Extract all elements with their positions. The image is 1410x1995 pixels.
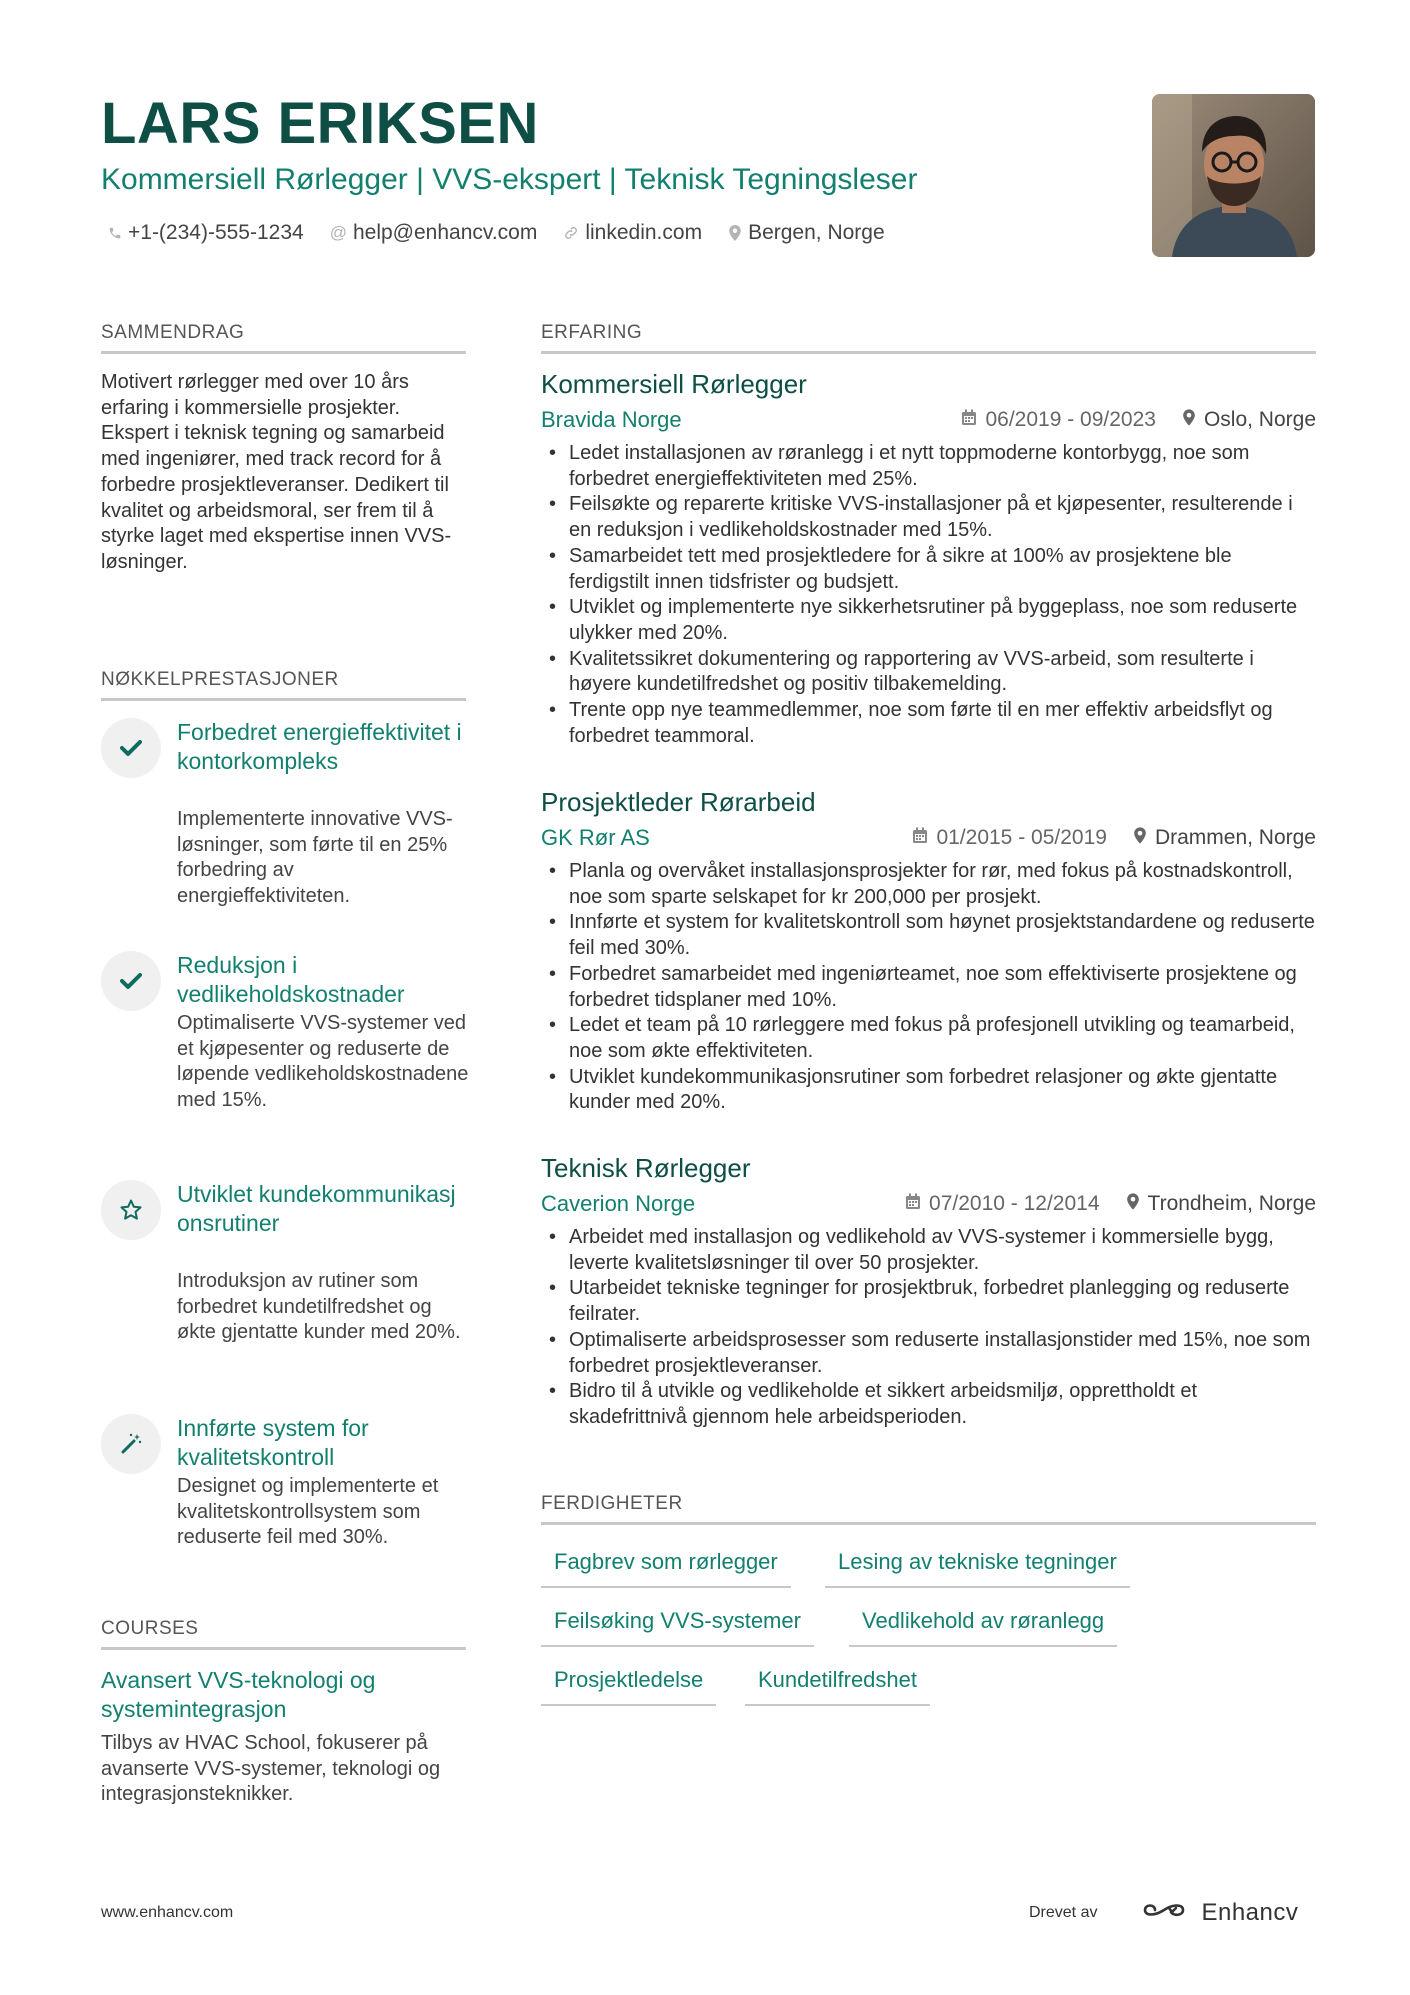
contact-location-text: Bergen, Norge: [748, 221, 885, 244]
location-pin-icon: [1126, 1190, 1140, 1218]
job-location-text: Drammen, Norge: [1154, 826, 1316, 849]
enhancv-logo-icon: [1141, 1898, 1187, 1927]
contact-phone: [108, 218, 304, 248]
job-bullet: • Forbedret samarbeidet med ingeniørteamet, noe som effektiviserte prosjektene og forbedret tidsplaner med 10%.: [541, 962, 1316, 1013]
job-bullet: • Ledet installasjonen av røranlegg i et nytt toppmoderne kontorbygg, noe som forbedret energieffektiviteten med 25%.: [541, 441, 1316, 492]
job-bullet: • Trente opp nye teammedlemmer, noe som førte til en mer effektiv arbeidsflyt og forbedret teammoral.: [541, 698, 1316, 749]
job-bullet: • Feilsøkte og reparerte kritiske VVS-installasjoner på et kjøpesenter, resulterende i en reduksjon i vedlikeholdskostnader med 15%.: [541, 492, 1316, 543]
contact-email-text: help@enhancv.com: [352, 221, 538, 244]
achievement-title: Innførte system for kvalitetskontroll: [177, 1415, 369, 1470]
job-bullet: • Innførte et system for kvalitetskontroll som høynet prosjektstandardene og reduserte feil med 30%.: [541, 910, 1316, 961]
contact-phone-text: +1-(234)-555-1234: [128, 221, 304, 244]
job-location-text: Oslo, Norge: [1203, 408, 1316, 431]
skill-tag: Vedlikehold av røranlegg: [849, 1607, 1117, 1647]
job-dates: [912, 824, 1106, 852]
job-meta: [912, 824, 1316, 852]
job-location: [1133, 824, 1316, 852]
achievement-description: Implementerte innovative VVS-løsninger, som førte til en 25% forbedring av energieffektiviteten.: [177, 808, 453, 908]
achievement-description: Optimaliserte VVS-systemer ved et kjøpesenter og reduserte de løpende vedlikeholdskostnadene med 15%.: [177, 1012, 469, 1112]
job-company: Caverion Norge: [541, 1191, 696, 1216]
job-dates-text: 01/2015 - 05/2019: [936, 826, 1107, 849]
job-location-text: Trondheim, Norge: [1147, 1192, 1316, 1215]
job-entry: [541, 1152, 1316, 1452]
job-meta: [905, 1190, 1316, 1218]
job-bullet: • Utviklet og implementerte nye sikkerhetsrutiner på byggeplass, noe som reduserte ulykker med 20%.: [541, 595, 1316, 646]
job-dates-text: 06/2019 - 09/2023: [985, 408, 1156, 431]
job-company: Bravida Norge: [541, 407, 682, 432]
candidate-headline: Kommersiell Rørlegger | VVS-ekspert | Teknisk Tegningsleser: [101, 163, 918, 196]
job-bullet: • Optimaliserte arbeidsprosesser som reduserte installasjonstider med 15%, noe som forbedret prosjektleveranser.: [541, 1328, 1316, 1379]
location-pin-icon: [1133, 824, 1147, 852]
job-entry: [541, 368, 1316, 748]
skill-tag: Feilsøking VVS-systemer: [541, 1607, 814, 1647]
job-title: Teknisk Rørlegger: [541, 1153, 751, 1183]
contact-row: [108, 218, 885, 248]
job-bullet: • Ledet et team på 10 rørleggere med fokus på profesjonell utvikling og teamarbeid, noe som økte effektiviteten.: [541, 1013, 1316, 1064]
achievement-description: Designet og implementerte et kvalitetskontrollsystem som reduserte feil med 30%.: [177, 1475, 439, 1549]
job-location: [1182, 406, 1316, 434]
skill-tag: Prosjektledelse: [541, 1666, 716, 1706]
achievement-title: Reduksjon i vedlikeholdskostnader: [177, 952, 405, 1007]
job-bullet: • Arbeidet med installasjon og vedlikehold av VVS-systemer i kommersielle bygg, leverte kvalitetsløsninger til over 50 prosjekter.: [541, 1225, 1316, 1276]
contact-linkedin-text: linkedin.com: [585, 221, 703, 244]
star-icon: [101, 1180, 161, 1240]
job-location: [1126, 1190, 1316, 1218]
footer-website[interactable]: www.enhancv.com: [101, 1904, 234, 1921]
at-icon: @: [329, 223, 347, 242]
location-pin-icon: [728, 225, 742, 241]
courses-heading: COURSES: [101, 1617, 466, 1650]
job-title: Kommersiell Rørlegger: [541, 369, 807, 399]
magic-wand-icon: [101, 1414, 161, 1474]
achievement-item: [101, 1414, 466, 1554]
job-dates-text: 07/2010 - 12/2014: [929, 1192, 1100, 1215]
course-description: Tilbys av HVAC School, fokuserer på avanserte VVS-systemer, teknologi og integrasjonsteknikker.: [101, 1732, 441, 1806]
candidate-name: LARS ERIKSEN: [101, 91, 539, 156]
contact-email[interactable]: [330, 218, 538, 248]
job-entry: [541, 786, 1316, 1126]
contact-location: [728, 218, 885, 248]
course-title: Avansert VVS-teknologi og systemintegrasjon: [101, 1667, 376, 1722]
calendar-icon: [912, 824, 928, 852]
achievements-heading: NØKKELPRESTASJONER: [101, 668, 466, 701]
summary-text: Motivert rørlegger med over 10 års erfaring i kommersielle prosjekter. Ekspert i teknisk tegning og samarbeid med ingeniører, med track record for å forbedre prosjektleveranser. Dedikert til kvalitet og arbeidsmoral, ser frem til å styrke laget med ekspertise innen VVS-løsninger.: [101, 371, 452, 573]
skills-heading: FERDIGHETER: [541, 1492, 1316, 1525]
job-bullet: • Samarbeidet tett med prosjektledere for å sikre at 100% av prosjektene ble ferdigstilt innen tidsfrister og budsjett.: [541, 544, 1316, 595]
footer-branding: [1029, 1898, 1298, 1927]
job-meta: [961, 406, 1316, 434]
job-bullets: [541, 1225, 1316, 1431]
contact-linkedin[interactable]: [563, 218, 702, 248]
achievement-description: Introduksjon av rutiner som forbedret kundetilfredshet og økte gjentatte kunder med 20%.: [177, 1270, 461, 1344]
skill-tag: Kundetilfredshet: [745, 1666, 930, 1706]
job-bullet: • Utviklet kundekommunikasjonsrutiner som forbedret relasjoner og økte gjentatte kunder med 20%.: [541, 1065, 1316, 1116]
profile-photo: [1152, 94, 1315, 257]
job-bullet: • Bidro til å utvikle og vedlikeholde et sikkert arbeidsmiljø, opprettholdt et skadefrittnivå gjennom hele arbeidsperioden.: [541, 1379, 1316, 1430]
achievement-item: [101, 951, 469, 1151]
job-bullet: • Utarbeidet tekniske tegninger for prosjektbruk, forbedret planlegging og reduserte feilrater.: [541, 1276, 1316, 1327]
summary-heading: SAMMENDRAG: [101, 321, 466, 354]
job-bullets: [541, 441, 1316, 749]
job-company: GK Rør AS: [541, 825, 650, 850]
location-pin-icon: [1182, 406, 1196, 434]
job-bullets: [541, 859, 1316, 1116]
achievement-item: [101, 1180, 466, 1380]
job-dates: [961, 406, 1155, 434]
achievement-title: Forbedret energieffektivitet i kontorkompleks: [177, 719, 462, 774]
check-icon: [101, 718, 161, 778]
skill-tag: Lesing av tekniske tegninger: [825, 1548, 1130, 1588]
powered-by-label: Drevet av: [1029, 1903, 1098, 1921]
calendar-icon: [905, 1190, 921, 1218]
check-icon: [101, 951, 161, 1011]
experience-heading: ERFARING: [541, 321, 1316, 354]
job-bullet: • Kvalitetssikret dokumentering og rapportering av VVS-arbeid, som resulterte i høyere kundetilfredshet og positiv tilbakemelding.: [541, 647, 1316, 698]
job-title: Prosjektleder Rørarbeid: [541, 787, 816, 817]
phone-icon: [108, 226, 122, 240]
job-dates: [905, 1190, 1099, 1218]
calendar-icon: [961, 406, 977, 434]
achievement-title: Utviklet kundekommunikasjonsrutiner: [177, 1181, 456, 1236]
job-bullet: • Planla og overvåket installasjonsprosjekter for rør, med fokus på kostnadskontroll, noe som sparte selskapet for kr 200,000 per prosjekt.: [541, 859, 1316, 910]
brand-name: Enhancv: [1201, 1898, 1299, 1926]
achievement-item: [101, 718, 466, 918]
skill-tag: Fagbrev som rørlegger: [541, 1548, 791, 1588]
link-icon: [563, 225, 579, 241]
